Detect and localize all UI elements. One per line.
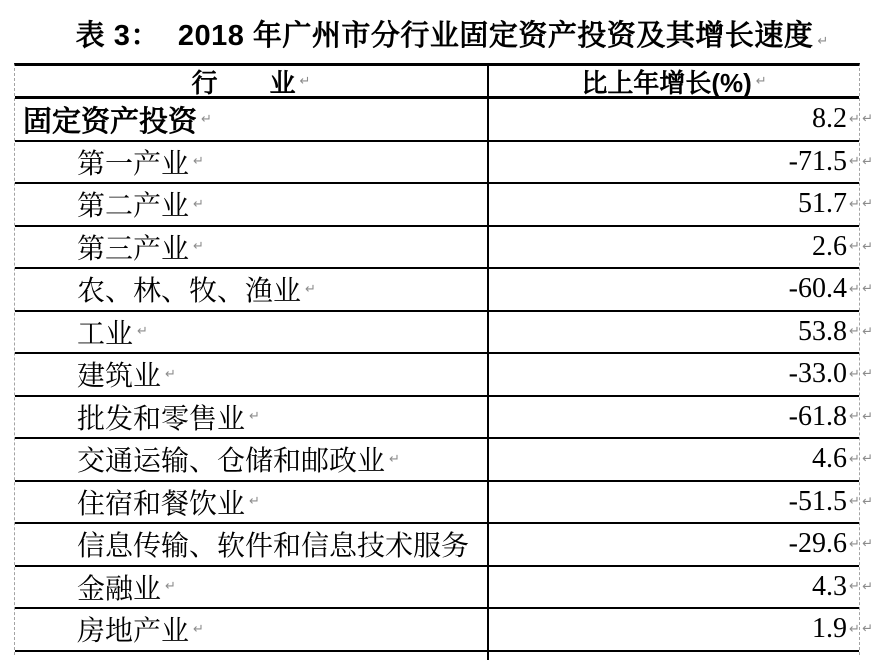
growth-value: -29.6 [788,528,847,560]
growth-cell: 53.8 ↵ [798,315,860,347]
table-row [15,184,873,227]
table-title-text: 2018 年广州市分行业固定资产投资及其增长速度 [177,20,814,52]
header-industry-label: 行 业 [191,67,296,98]
table-row [15,312,873,355]
industry-cell [15,99,489,140]
growth-cell: 8.2 ↵ [812,103,860,135]
row-end-mark-icon: ↵ [862,366,873,382]
row-end-mark-icon: ↵ [862,196,873,212]
table-row [15,227,873,270]
table-row [15,609,873,652]
row-end-mark-icon: ↵ [862,281,873,297]
industry-label: 第三产业 [77,233,190,265]
industry-cell [15,269,489,310]
row-end-mark-icon: ↵ [862,324,873,340]
table-row [15,142,873,185]
paragraph-mark-icon: ↵ [299,73,311,89]
growth-cell: 51.7 ↵ [798,188,860,220]
table-header-row [15,66,859,99]
industry-label: 交通运输、仓储和邮政业 [77,446,386,478]
industry-label: 农、林、牧、渔业 [77,276,302,308]
column-divider [15,652,489,660]
growth-value: -61.8 [788,400,847,432]
row-end-mark-icon: ↵ [862,579,873,595]
header-cell-industry [15,66,489,96]
industry-cell [15,312,489,353]
row-end-mark-icon: ↵ [862,154,873,170]
industry-cell [15,524,489,565]
growth-value: 8.2 [812,103,847,135]
table-row [15,99,873,142]
growth-cell: 1.9 ↵ [812,613,860,645]
growth-value: 51.7 [798,188,847,220]
growth-cell: -29.6 ↵ [788,528,860,560]
industry-label: 第一产业 [77,148,190,180]
table-body [15,99,873,652]
table-row [15,439,873,482]
cell-end-mark-icon: ↵ [249,409,260,425]
paragraph-mark-icon: ↵ [755,73,767,89]
industry-label: 建筑业 [77,361,162,393]
growth-cell: 4.3 ↵ [812,570,860,602]
growth-value: -60.4 [788,273,847,305]
row-end-mark-icon: ↵ [862,111,873,127]
industry-cell [15,142,489,183]
industry-label: 第二产业 [77,191,190,223]
row-end-mark-icon: ↵ [862,451,873,467]
cell-end-mark-icon: ↵ [389,451,400,467]
row-end-mark-icon: ↵ [862,536,873,552]
header-cell-growth [489,66,859,96]
cell-end-mark-icon: ↵ [193,621,204,637]
growth-cell: -61.8 ↵ [788,400,860,432]
growth-value: -33.0 [788,358,847,390]
cell-end-mark-icon: ↵ [249,494,260,510]
industry-label: 固定资产投资 [23,105,198,138]
cell-end-mark-icon: ↵ [165,579,176,595]
industry-cell [15,567,489,608]
cell-end-mark-icon: ↵ [193,196,204,212]
growth-cell: -60.4 ↵ [788,273,860,305]
growth-value: 53.8 [798,315,847,347]
industry-cell [15,482,489,523]
industry-cell [15,184,489,225]
row-end-mark-icon: ↵ [862,409,873,425]
table-title-label: 表 3： [75,20,160,52]
industry-cell [15,397,489,438]
table-row [15,524,873,567]
table-title [14,13,890,54]
cell-end-mark-icon: ↵ [193,154,204,170]
industry-label: 住宿和餐饮业 [77,488,246,520]
growth-value: 2.6 [812,230,847,262]
row-end-mark-icon: ↵ [862,621,873,637]
growth-value: 4.3 [812,570,847,602]
industry-cell [15,439,489,480]
header-growth-label: 比上年增长(%) [581,67,752,98]
table-row [15,354,873,397]
cell-end-mark-icon: ↵ [201,111,212,127]
row-end-mark-icon: ↵ [862,494,873,510]
industry-cell [15,609,489,650]
cell-end-mark-icon: ↵ [165,366,176,382]
table-row [15,269,873,312]
industry-label: 金融业 [77,573,162,605]
row-end-mark-icon: ↵ [862,239,873,255]
industry-cell [15,354,489,395]
growth-value: -71.5 [788,145,847,177]
growth-value: 4.6 [812,443,847,475]
cell-end-mark-icon: ↵ [305,281,316,297]
industry-cell [15,227,489,268]
cell-end-mark-icon: ↵ [193,239,204,255]
next-row-stub [15,652,859,660]
paragraph-mark-icon: ↵ [817,34,829,49]
industry-label: 批发和零售业 [77,403,246,435]
table-row [15,397,873,440]
growth-value: -51.5 [788,485,847,517]
cell-end-mark-icon: ↵ [137,324,148,340]
industry-label: 工业 [77,318,134,350]
growth-value: 1.9 [812,613,847,645]
table-row [15,482,873,525]
industry-label: 信息传输、软件和信息技术服务 [77,531,470,563]
growth-cell: 2.6 ↵ [812,230,860,262]
growth-cell: -33.0 ↵ [788,358,860,390]
growth-cell: -71.5 ↵ [788,145,860,177]
industry-label: 房地产业 [77,616,190,648]
table-row [15,567,873,610]
industry-growth-table [14,63,873,655]
growth-cell: 4.6 ↵ [812,443,860,475]
growth-cell: -51.5 ↵ [788,485,860,517]
